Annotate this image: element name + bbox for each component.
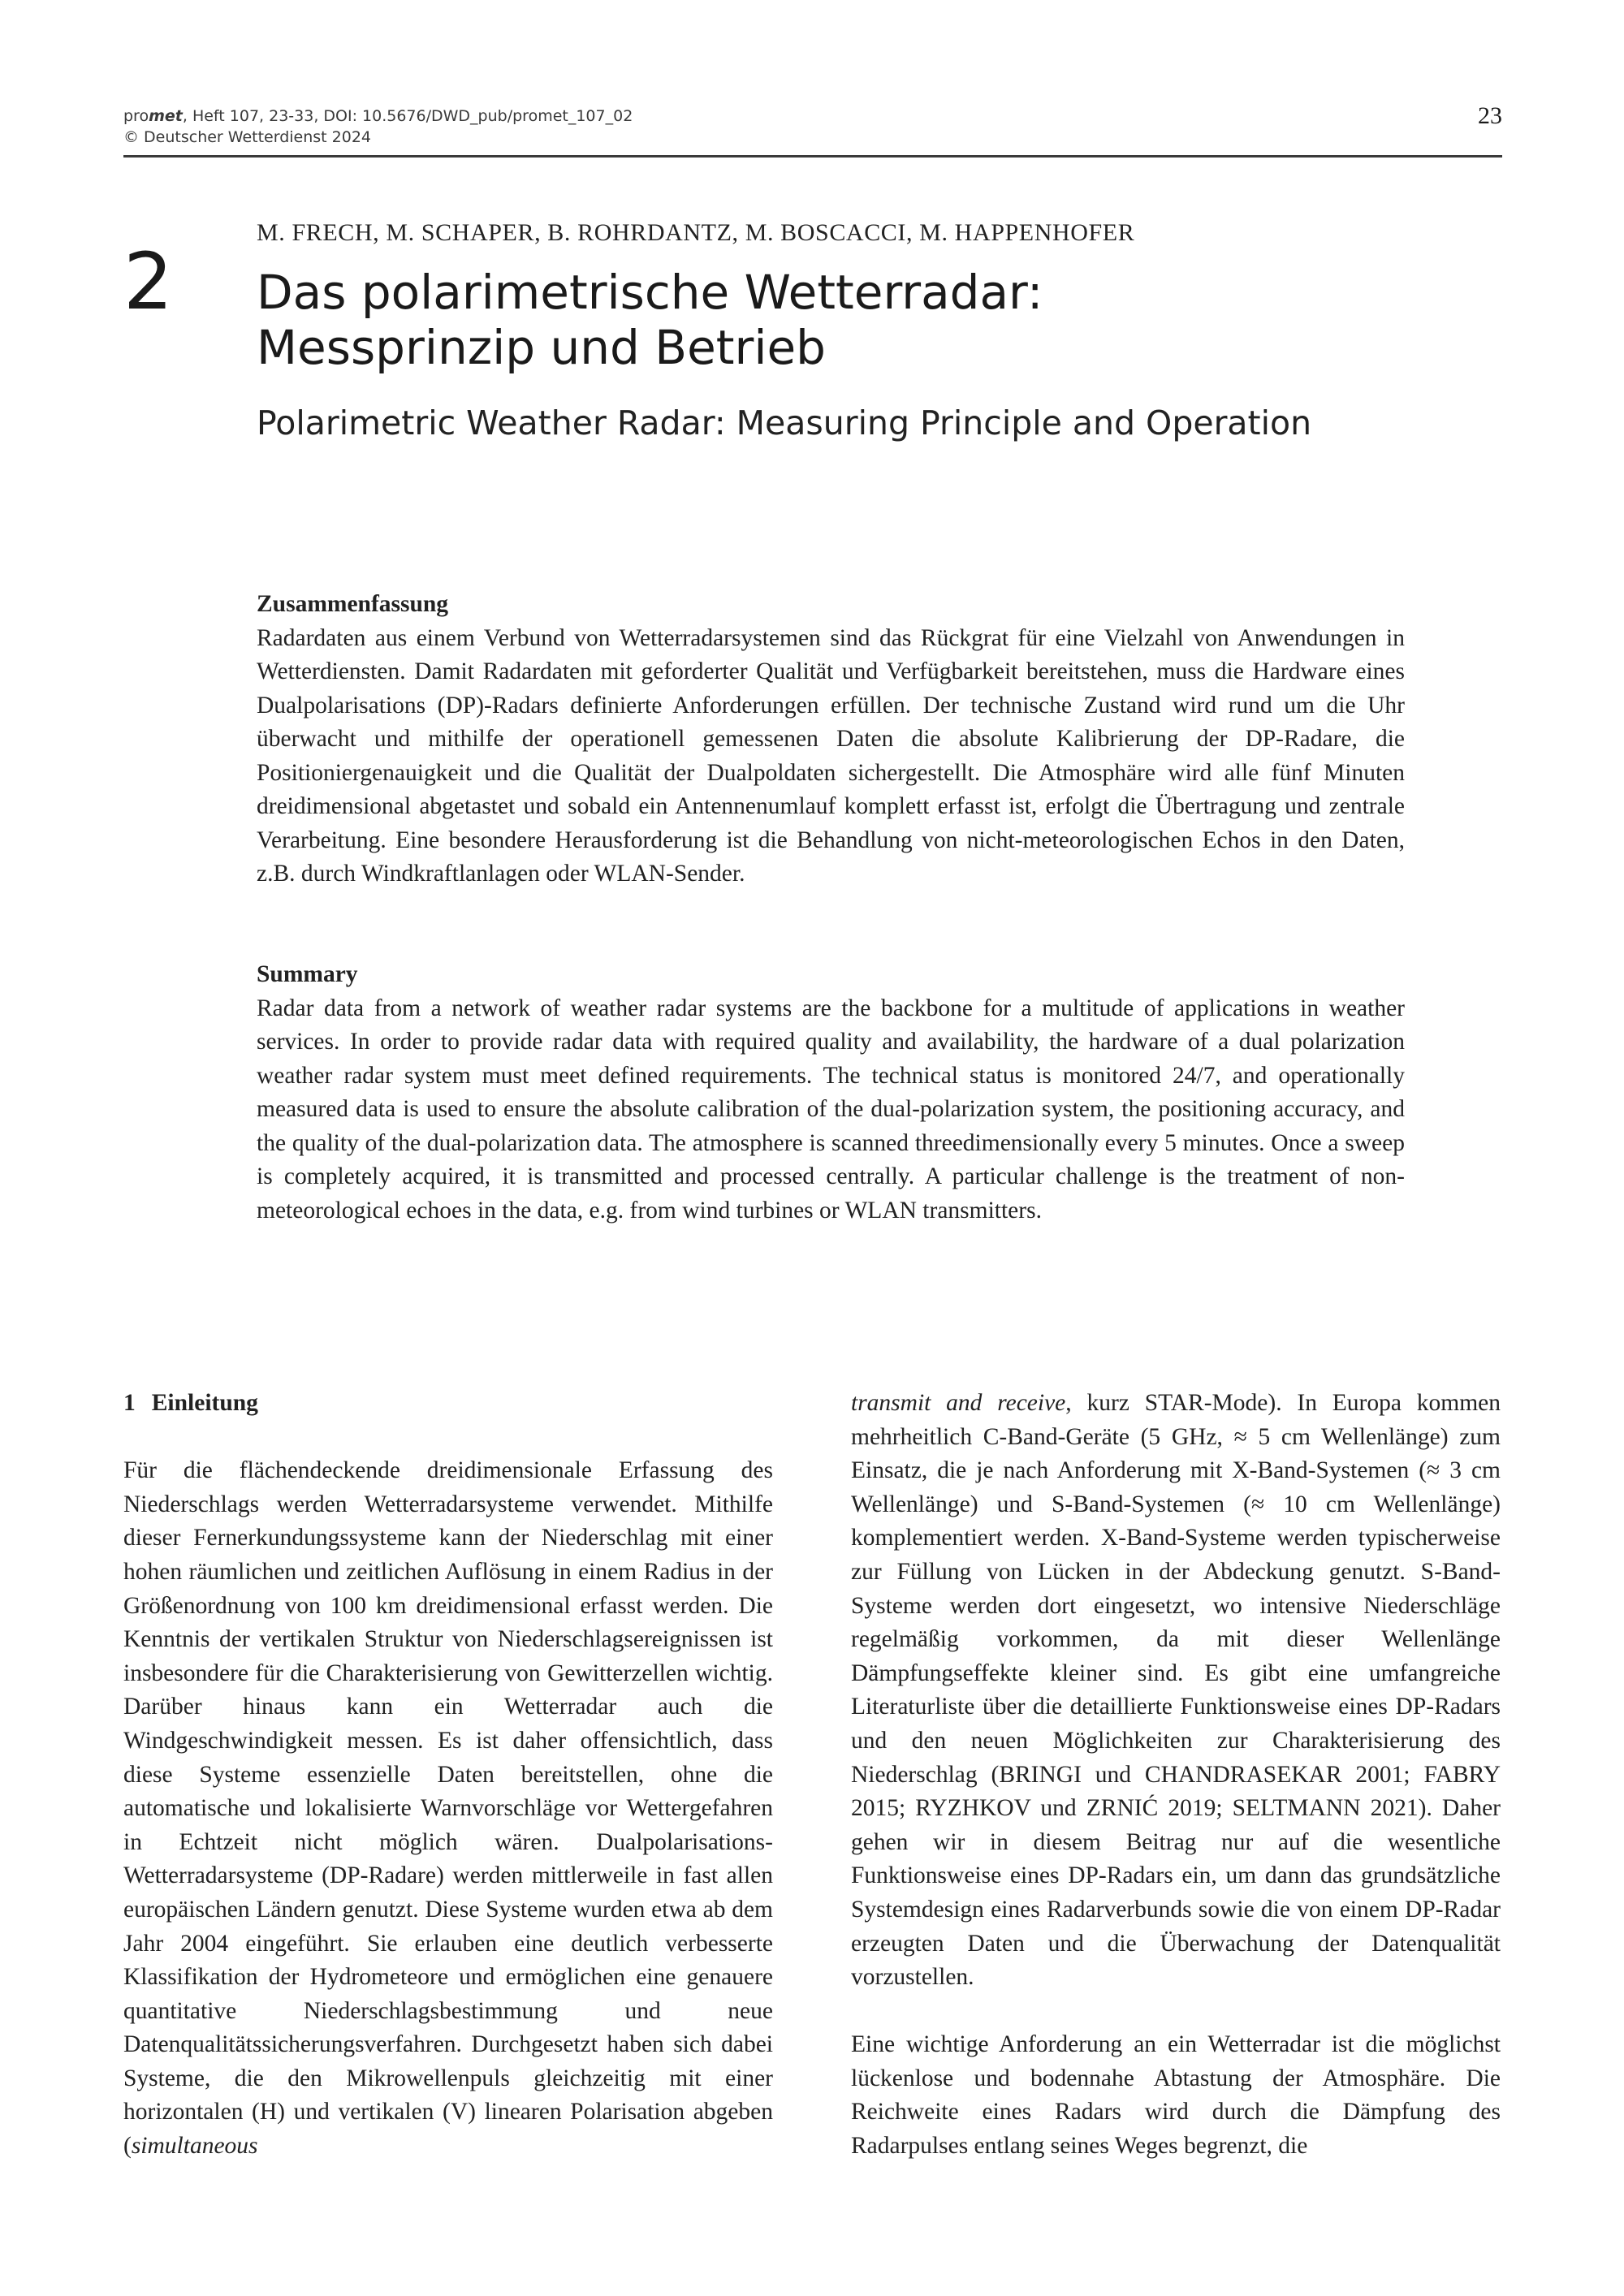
body-column-left <box>123 1387 773 2164</box>
paragraph-text: Eine wichtige Anforderung an ein Wetterradar ist die möglichst lückenlose und bodennahe Abtastung der Atmosphäre. Die Reichweite eines Radars wird durch die Dämpfung des Radarpulses entlang seines Weges begrenzt, die <box>851 2031 1501 2160</box>
section-title: Einleitung <box>151 1390 258 1416</box>
header-divider <box>123 155 1502 158</box>
journal-brand-met: met <box>149 107 183 125</box>
citation-text: , Heft 107, 23-33, DOI: 10.5676/DWD_pub/promet_107_02 <box>182 107 633 125</box>
chapter-number: 2 <box>123 236 174 327</box>
italic-term: transmit and receive <box>851 1390 1066 1416</box>
abstract-english-heading: Summary <box>257 961 358 987</box>
title-de-line-1: Das polarimetrische Wetterradar: <box>257 265 1043 320</box>
italic-term: simultaneous <box>131 2133 258 2160</box>
abstract-english-body: Radar data from a network of weather radar systems are the backbone for a multitude of applications in weather services. In order to provide radar data with required quality and availability, the hardware of a dual polarization weather radar system must meet defined requirements. The technical status is monitored 24/7, and operationally measured data is used to ensure the absolute calibration of the dual-polarization system, the positioning accuracy, and the quality of the dual-polarization data. The atmosphere is scanned threedimensionally every 5 minutes. Once a sweep is completely acquired, it is transmitted and processed centrally. A particular challenge is the treatment of non-meteorological echoes in the data, e.g. from wind turbines or WLAN transmitters. <box>257 995 1405 1224</box>
section-number: 1 <box>123 1390 136 1416</box>
copyright-line: © Deutscher Wetterdienst 2024 <box>123 128 372 146</box>
paragraph-text: , kurz STAR-Mode). In Europa kommen mehrheitlich C-Band-Geräte (5 GHz, ≈ 5 cm Wellenlänge) zum Einsatz, die je nach Anforderung mit X-Band-Systemen (≈ 3 cm Wellenlänge) und S-Band-Systemen (≈ 10 cm Wellenlänge) komplementiert werden. X-Band-Systeme werden typischerweise zur Füllung von Lücken in der Abdeckung genutzt. S-Band-Systeme werden dort eingesetzt, wo intensive Niederschläge regelmäßig vorkommen, da mit dieser Wellenlänge Dämpfungseffekte kleiner sind. Es gibt eine umfangreiche Literaturliste über die detaillierte Funktionsweise eines DP-Radars und den neuen Möglichkeiten zur Charakterisierung des Niederschlag (BRINGI und CHANDRASEKAR 2001; FABRY 2015; RYZHKOV und ZRNIĆ 2019; SELTMANN 2021). Daher gehen wir in diesem Beitrag nur auf die wesentliche Funktionsweise eines DP-Radars ein, um dann das grundsätzliche Systemdesign eines Radarverbunds sowie die von einem DP-Radar erzeugten Daten und die Überwachung der Datenqualität vorzustellen. <box>851 1390 1501 1991</box>
section-heading <box>123 1387 773 1421</box>
paragraph-text: Für die flächendeckende dreidimensionale Erfassung des Niederschlags werden Wetterradarsysteme verwendet. Mithilfe dieser Fernerkundungssysteme kann der Niederschlag mit einer hohen räumlichen und zeitlichen Auflösung in einem Radius in der Größenordnung von 100 km dreidimensional erfasst werden. Die Kenntnis der vertikalen Struktur von Niederschlagsereignissen ist insbesondere für die Charakterisierung von Gewitterzellen wichtig. Darüber hinaus kann ein Wetterradar auch die Windgeschwindigkeit messen. Es ist daher offensichtlich, dass diese Systeme essenzielle Daten bereitstellen, ohne die automatische und lokalisierte Warnvorschläge vor Wettergefahren in Echtzeit nicht möglich wären. Dualpolarisations-Wetterradarsysteme (DP-Radare) werden mittlerweile in fast allen europäischen Ländern genutzt. Diese Systeme wurden etwa ab dem Jahr 2004 eingeführt. Sie erlauben eine deutlich verbesserte Klassifikation der Hydrometeore und ermöglichen eine genauere quantitative Niederschlagsbestimmung und neue Datenqualitätssicherungsverfahren. Durchgesetzt haben sich dabei Systeme, die den Mikrowellenpuls gleichzeitig mit einer horizontalen (H) und vertikalen (V) linearen Polarisation abgeben ( <box>123 1457 773 2160</box>
page-number: 23 <box>1478 102 1502 129</box>
journal-citation <box>123 102 1502 129</box>
body-paragraph <box>851 1387 1501 1995</box>
title-de-line-2: Messprinzip und Betrieb <box>257 320 826 375</box>
abstract-german-body: Radardaten aus einem Verbund von Wetterradarsystemen sind das Rückgrat für eine Vielzahl von Anwendungen in Wetterdiensten. Damit Radardaten mit geforderter Qualität und Verfügbarkeit bereitstehen, muss die Hardware eines Dualpolarisations (DP)-Radars definierte Anforderungen erfüllen. Der technische Zustand wird rund um die Uhr überwacht und mithilfe der operationell gemessenen Daten die absolute Kalibrierung der DP-Radare, die Positioniergenauigkeit und die Qualität der Dualpoldaten sichergestellt. Die Atmosphäre wird alle fünf Minuten dreidimensional abgetastet und sobald ein Antennenumlauf komplett erfasst ist, erfolgt die Übertragung und zentrale Verarbeitung. Eine besondere Herausforderung ist die Behandlung von nicht-meteorologischen Echos in den Daten, z.B. durch Windkraftlanlagen oder WLAN-Sender. <box>257 624 1405 887</box>
abstract-german <box>257 588 1405 891</box>
journal-brand-pro: pro <box>123 107 149 125</box>
article-title-de <box>257 265 1475 375</box>
body-column-right <box>851 1387 1501 2164</box>
abstract-english <box>257 958 1405 1228</box>
article-title-en: Polarimetric Weather Radar: Measuring Principle and Operation <box>257 404 1312 442</box>
author-list: M. FRECH, M. SCHAPER, B. ROHRDANTZ, M. BOSCACCI, M. HAPPENHOFER <box>257 219 1135 246</box>
body-paragraph <box>123 1454 773 2163</box>
body-paragraph <box>851 2028 1501 2163</box>
abstract-german-heading: Zusammenfassung <box>257 591 449 617</box>
page-header <box>123 102 1502 154</box>
